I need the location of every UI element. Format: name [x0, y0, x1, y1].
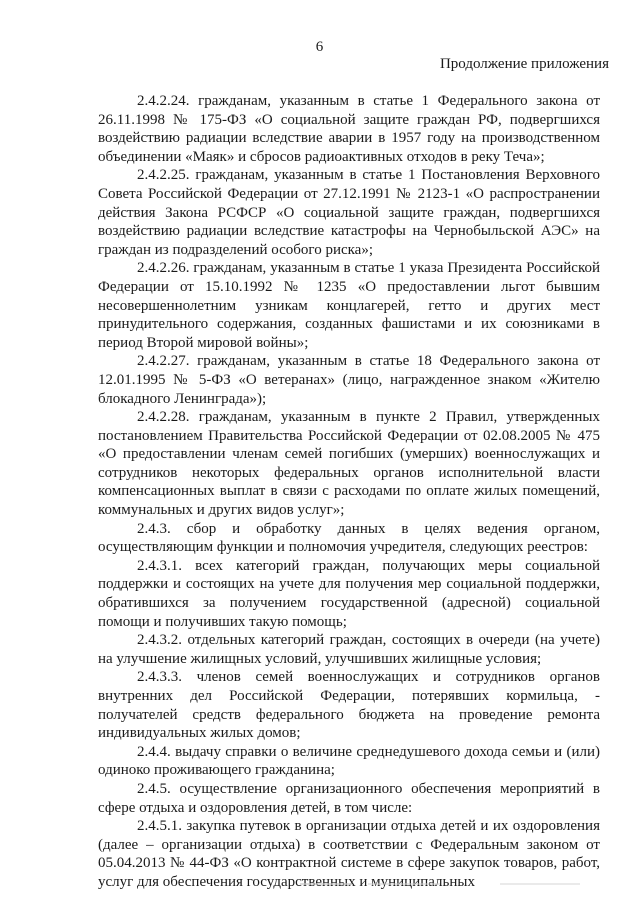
paragraph-2-4-3: 2.4.3. сбор и обработку данных в целях ведения органом, осуществляющим функции и полномочия учредителя, следующих реестров: [98, 520, 600, 556]
paragraph-2-4-4: 2.4.4. выдачу справки о величине среднедушевого дохода семьи и (или) одиноко проживающего гражданина; [98, 743, 600, 779]
appendix-continuation-note: Продолжение приложения [439, 56, 609, 72]
paragraph-2-4-2-27: 2.4.2.27. гражданам, указанным в статье 18 Федерального закона от 12.01.1995 № 5-ФЗ «О ветеранах» (лицо, награжденное знаком «Жителю блокадного Ленинграда»); [98, 353, 600, 407]
paragraph-2-4-5: 2.4.5. осуществление организационного обеспечения мероприятий в сфере отдыха и оздоровления детей, в том числе: [98, 780, 600, 816]
page-number: 6 [315, 39, 324, 55]
paragraph-2-4-3-2: 2.4.3.2. отдельных категорий граждан, состоящих в очереди (на учете) на улучшение жилищных условий, улучшивших жилищные условия; [98, 632, 600, 667]
paragraph-2-4-2-28: 2.4.2.28. гражданам, указанным в пункте 2 Правил, утвержденных постановлением Правительства Российской Федерации от 02.08.2005 № 475 «О предоставлении членам семей погибших (умерших) военнослужащих и сотрудников некоторых федеральных органов исполнительной власти компенсационных выплат в связи с расходами по оплате жилых помещений, коммунальных и других видов услуг»; [98, 409, 600, 519]
paragraph-2-4-3-3: 2.4.3.3. членов семей военнослужащих и сотрудников органов внутренних дел Российской Федерации, потерявших кормильца, - получателей средств федерального бюджета на проведение ремонта индивидуальных жилых домов; [98, 669, 600, 742]
paragraph-2-4-2-25: 2.4.2.25. гражданам, указанным в статье 1 Постановления Верховного Совета Российской Федерации от 27.12.1991 № 2123-1 «О распространении действия Закона РСФСР «О социальной защите граждан, подвергшихся воздействию радиации вследствие катастрофы на Чернобыльской АЭС» на граждан из подразделений особого риска»; [98, 167, 600, 258]
paragraph-2-4-2-24: 2.4.2.24. гражданам, указанным в статье 1 Федерального закона от 26.11.1998 № 175-ФЗ «О социальной защите граждан РФ, подвергшихся воздействию радиации вследствие аварии в 1957 году на производственном объединении «Маяк» и сбросов радиоактивных отходов в реку Теча»; [98, 93, 600, 165]
paragraph-2-4-5-1: 2.4.5.1. закупка путевок в организации отдыха детей и их оздоровления (далее – организации отдыха) в соответствии с Федеральным законом от 05.04.2013 № 44-ФЗ «О контрактной системе в сфере закупок товаров, работ, услуг для обеспечения государственных и муниципальных [98, 818, 600, 890]
paragraph-2-4-2-26: 2.4.2.26. гражданам, указанным в статье 1 указа Президента Российской Федерации от 15.10.1992 № 1235 «О предоставлении льгот бывшим несовершеннолетним узникам концлагерей, гетто и других мест принудительного содержания, созданных фашистами и их союзниками в период Второй мировой войны»; [98, 260, 600, 351]
paragraph-2-4-3-1: 2.4.3.1. всех категорий граждан, получающих меры социальной поддержки и состоящих на учете для получения мер социальной поддержки, обратившихся за получением государственной (адресной) социальной помощи и получивших такую помощь; [98, 557, 600, 630]
